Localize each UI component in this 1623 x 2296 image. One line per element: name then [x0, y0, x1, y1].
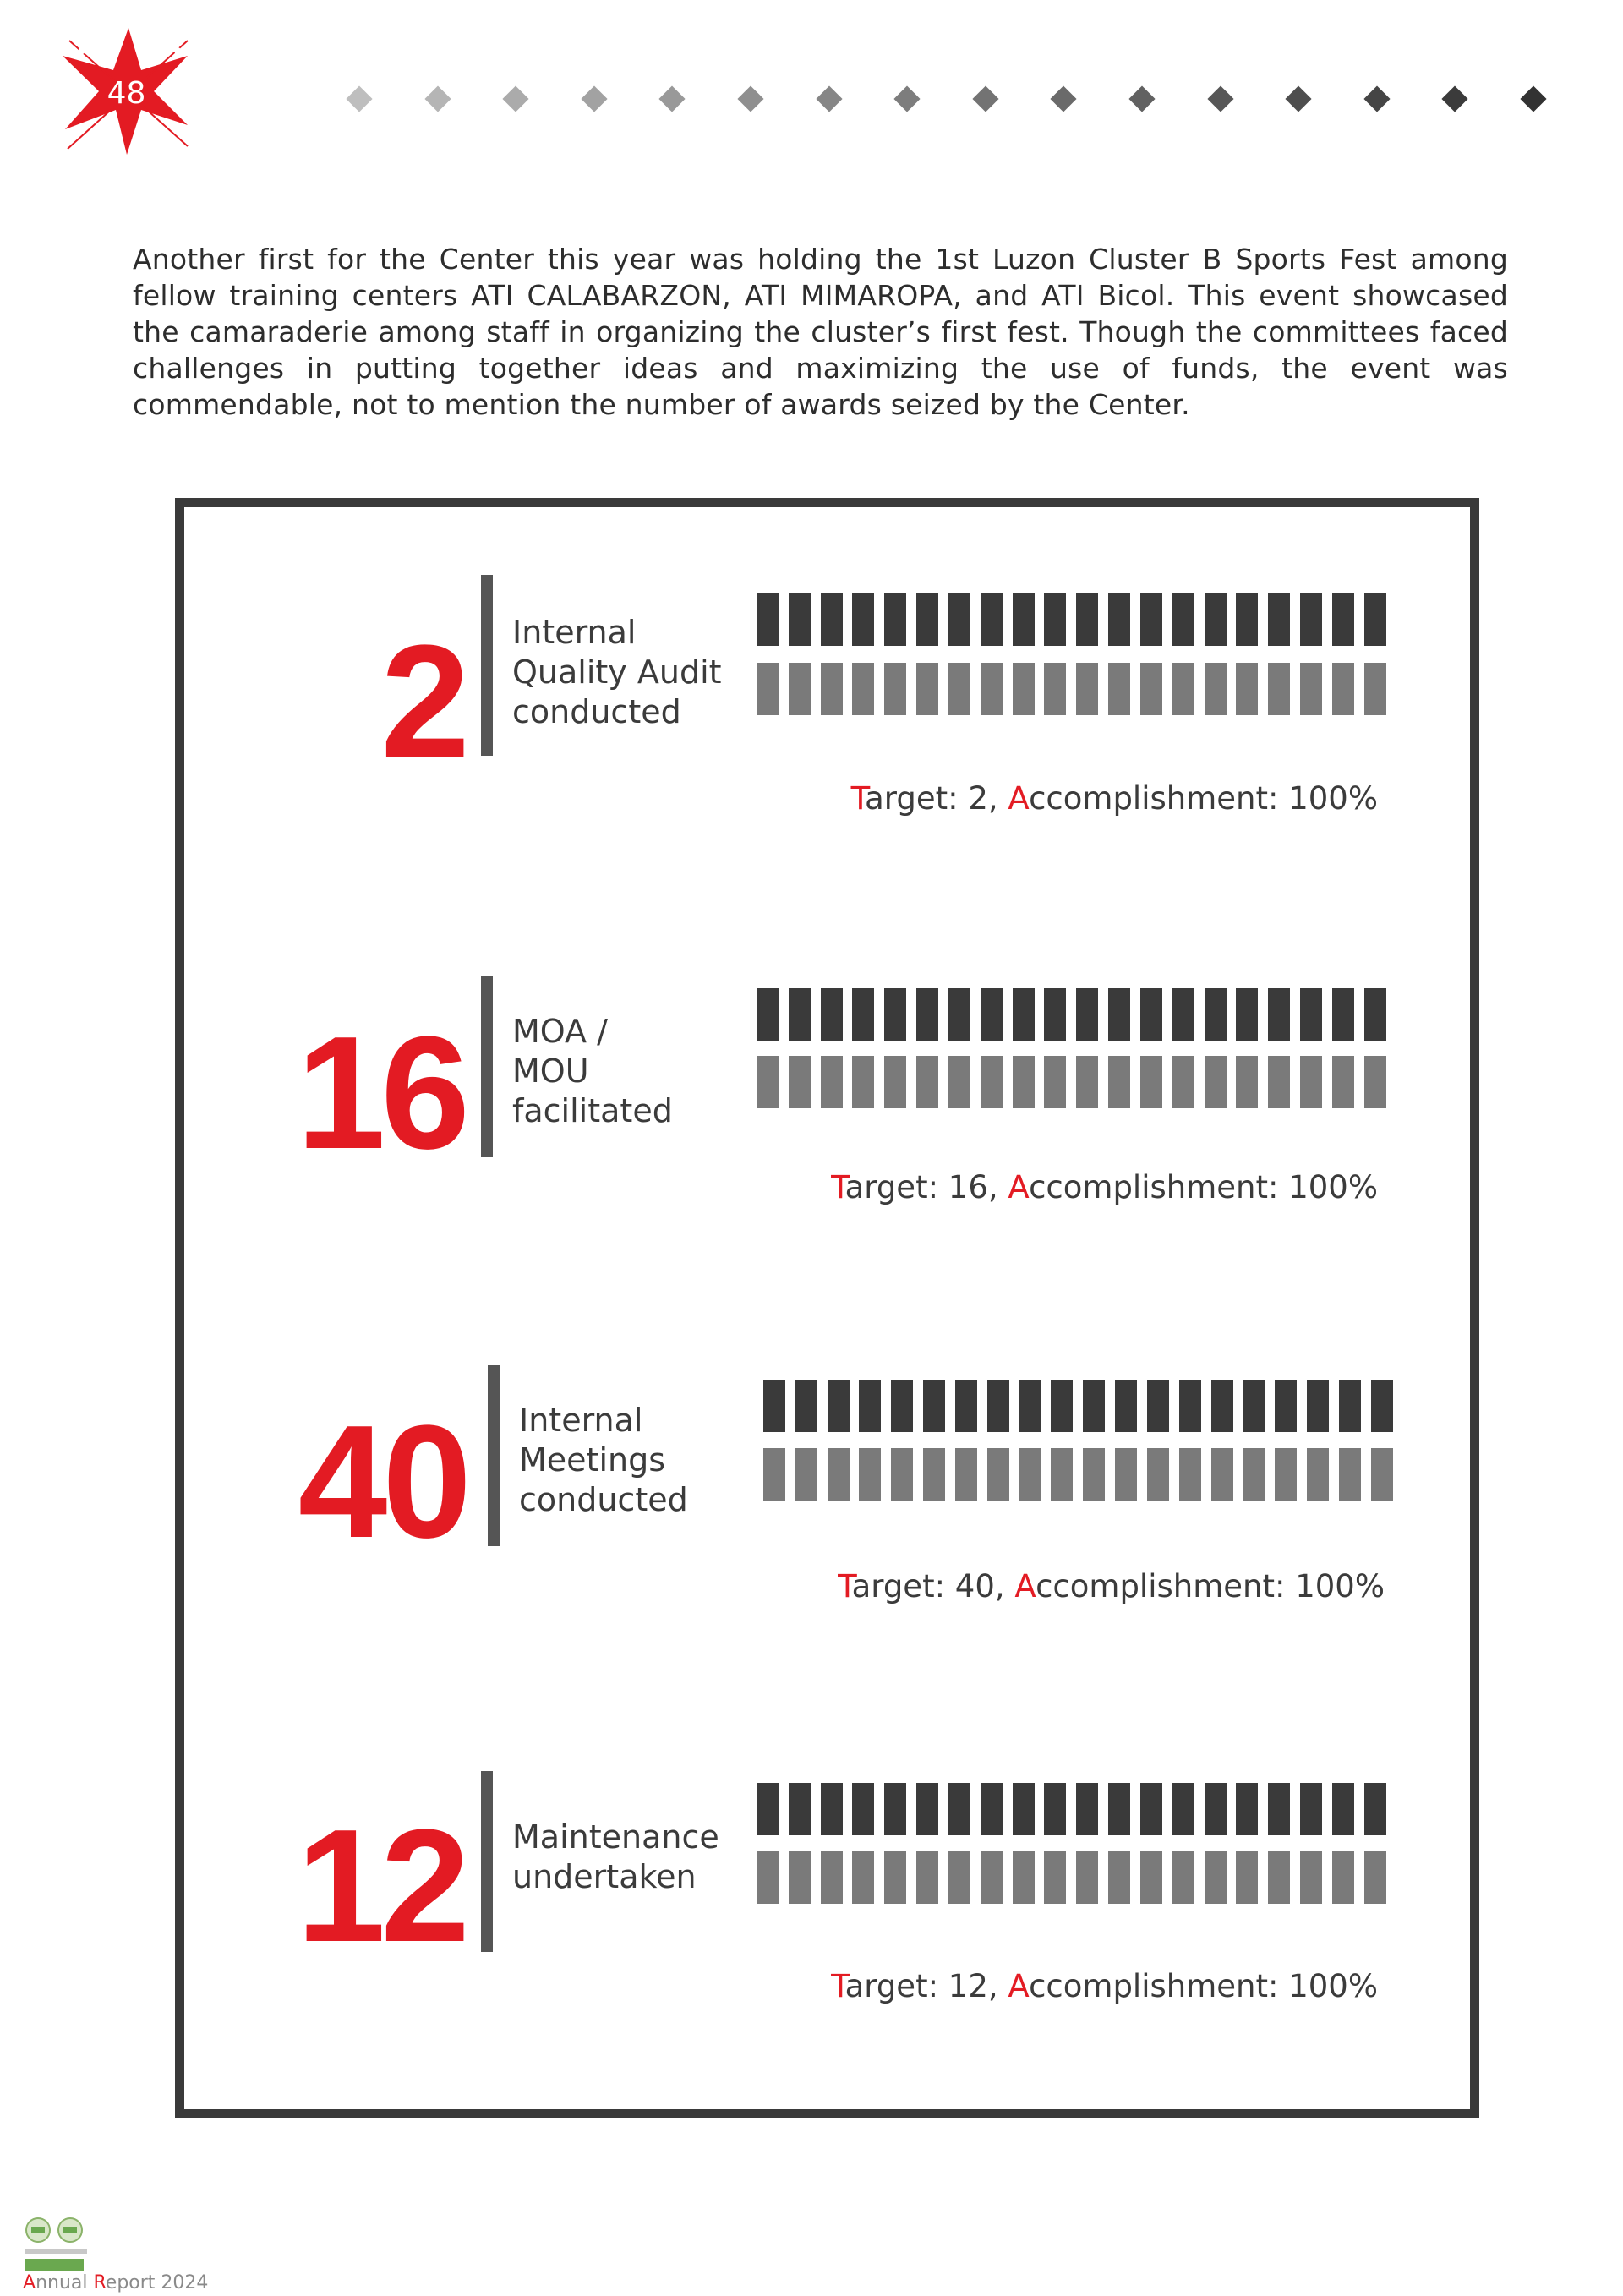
target-bar	[852, 988, 874, 1041]
accomplishment-bar	[852, 1056, 874, 1108]
target-bar	[1108, 988, 1130, 1041]
target-bar	[1076, 593, 1098, 646]
accomplishment-bar	[789, 663, 811, 715]
accomplishment-bar	[1044, 663, 1066, 715]
target-bar	[891, 1380, 913, 1432]
target-bar	[916, 1783, 938, 1835]
accomplishment-bar	[884, 663, 906, 715]
target-bar	[828, 1380, 850, 1432]
accomplishment-bar	[1051, 1448, 1073, 1501]
accomplishment-bar	[1364, 663, 1386, 715]
target-bar	[948, 1783, 970, 1835]
accomplishment-bar	[1172, 663, 1194, 715]
accomplishment-bar	[1140, 1056, 1162, 1108]
accomplishment-bar	[916, 1056, 938, 1108]
accomplishment-bar	[1364, 1851, 1386, 1904]
target-bar	[1140, 988, 1162, 1041]
target-bar	[981, 988, 1003, 1041]
target-bar	[981, 593, 1003, 646]
accomplishment-bar	[1115, 1448, 1137, 1501]
accomplishment-bar	[1044, 1056, 1066, 1108]
accomplishment-bar-row	[757, 1056, 1386, 1108]
accomplishment-bar	[763, 1448, 785, 1501]
accomplishment-bar	[916, 663, 938, 715]
page-number: 48	[107, 76, 146, 111]
target-bar	[763, 1380, 785, 1432]
diamond-icon	[1128, 85, 1155, 112]
accomplishment-bar	[821, 1056, 843, 1108]
diamond-icon	[972, 85, 998, 112]
accomplishment-bar	[852, 663, 874, 715]
accomplishment-bar	[891, 1448, 913, 1501]
metric-label: Maintenance undertaken	[512, 1818, 719, 1895]
target-bar	[821, 593, 843, 646]
target-bar	[1211, 1380, 1233, 1432]
diamond-icon	[1442, 85, 1468, 112]
diamond-icon	[1520, 85, 1546, 112]
accomplishment-bar	[1172, 1056, 1194, 1108]
target-bar	[1115, 1380, 1137, 1432]
diamond-icon	[894, 85, 921, 112]
target-bar	[789, 593, 811, 646]
accomplishment-bar	[1300, 1056, 1322, 1108]
accomplishment-bar	[1179, 1448, 1201, 1501]
metric-label: Internal Quality Audit conducted	[512, 614, 722, 730]
accomplishment-bar	[1108, 663, 1130, 715]
accomplishment-bar	[981, 1851, 1003, 1904]
accomplishment-bar	[1076, 1851, 1098, 1904]
target-bar	[1076, 1783, 1098, 1835]
target-bar	[1044, 1783, 1066, 1835]
target-bar	[1205, 988, 1227, 1041]
accomplishment-bar	[1083, 1448, 1105, 1501]
target-bar-row	[757, 1783, 1386, 1835]
accomplishment-bar	[1364, 1056, 1386, 1108]
accomplishment-bar	[1243, 1448, 1265, 1501]
target-bar	[884, 1783, 906, 1835]
accomplishment-bar	[1211, 1448, 1233, 1501]
accomplishment-bar	[1268, 1056, 1290, 1108]
target-bar	[1083, 1380, 1105, 1432]
target-bar	[1051, 1380, 1073, 1432]
accomplishment-bar	[789, 1851, 811, 1904]
diamond-icon	[503, 85, 529, 112]
accomplishment-bar	[1140, 1851, 1162, 1904]
target-bar	[1172, 988, 1194, 1041]
target-bar	[884, 593, 906, 646]
target-bar	[757, 593, 779, 646]
metric-internal-quality-audit	[0, 575, 1623, 854]
accomplishment-bar	[1371, 1448, 1393, 1501]
accomplishment-bar	[981, 1056, 1003, 1108]
target-bar-row	[757, 988, 1386, 1041]
metric-label: Internal Meetings conducted	[519, 1402, 688, 1518]
accomplishment-bar-row	[757, 663, 1386, 715]
target-bar	[795, 1380, 817, 1432]
metric-divider-rule	[481, 1771, 493, 1952]
metric-value: 16	[296, 1003, 465, 1183]
ati-itcph-logo	[23, 2215, 89, 2274]
target-bar	[852, 1783, 874, 1835]
accomplishment-bar	[1236, 1056, 1258, 1108]
diamond-divider	[0, 0, 1623, 186]
target-bar	[916, 988, 938, 1041]
target-bar	[1013, 1783, 1035, 1835]
target-accomplishment-text: Target: 12, Accomplishment: 100%	[831, 1968, 1378, 2004]
metric-bars	[763, 1380, 1393, 1498]
target-bar	[1332, 593, 1354, 646]
diamond-icon	[581, 85, 607, 112]
accomplishment-bar	[789, 1056, 811, 1108]
target-bar	[859, 1380, 881, 1432]
target-bar	[789, 1783, 811, 1835]
target-bar	[1268, 1783, 1290, 1835]
accomplishment-bar	[757, 1056, 779, 1108]
metric-label: MOA / MOU facilitated	[512, 1013, 673, 1129]
target-accomplishment-text: Target: 2, Accomplishment: 100%	[850, 780, 1378, 817]
accomplishment-bar	[1275, 1448, 1297, 1501]
accomplishment-bar	[1300, 1851, 1322, 1904]
accomplishment-bar	[1205, 663, 1227, 715]
metric-value: 40	[298, 1392, 467, 1572]
target-bar	[821, 988, 843, 1041]
accomplishment-bar	[795, 1448, 817, 1501]
accomplishment-bar	[1339, 1448, 1361, 1501]
target-bar	[1268, 988, 1290, 1041]
target-bar	[884, 988, 906, 1041]
intro-paragraph: Another first for the Center this year was holding the 1st Luzon Cluster B Sports Fest among fellow training centers ATI CALABARZON, ATI MIMAROPA, and ATI Bicol. This event showcased the camaraderie among staff in organizing the cluster’s first fest. Though the committees faced challenges in putting together ideas and maximizing the use of funds, the event was commendable, not to mention the number of awards seized by the Center.	[133, 243, 1508, 421]
diamond-icon	[1286, 85, 1312, 112]
target-bar	[852, 593, 874, 646]
metric-divider-rule	[481, 575, 493, 756]
accomplishment-bar	[1332, 663, 1354, 715]
target-bar	[1205, 593, 1227, 646]
target-bar	[1300, 593, 1322, 646]
target-bar	[1364, 988, 1386, 1041]
accomplishment-bar	[757, 663, 779, 715]
accomplishment-bar	[852, 1851, 874, 1904]
target-bar	[1364, 1783, 1386, 1835]
target-bar	[1172, 593, 1194, 646]
target-bar	[1140, 593, 1162, 646]
target-bar	[1268, 593, 1290, 646]
diamond-icon	[424, 85, 451, 112]
accomplishment-bar	[1268, 1851, 1290, 1904]
accomplishment-bar	[828, 1448, 850, 1501]
accomplishment-bar	[1332, 1056, 1354, 1108]
accomplishment-bar	[884, 1056, 906, 1108]
metric-internal-meetings	[0, 1365, 1623, 1644]
target-bar	[1300, 1783, 1322, 1835]
metric-moa-mou	[0, 976, 1623, 1255]
footer-annual-report: Annual Report 2024	[23, 2272, 209, 2293]
accomplishment-bar	[1044, 1851, 1066, 1904]
target-bar	[1044, 988, 1066, 1041]
target-bar	[1179, 1380, 1201, 1432]
target-bar	[1371, 1380, 1393, 1432]
target-bar	[1300, 988, 1322, 1041]
target-bar-row	[763, 1380, 1393, 1432]
accomplishment-bar	[987, 1448, 1009, 1501]
accomplishment-bar	[1205, 1851, 1227, 1904]
diamond-icon	[659, 85, 686, 112]
diamond-icon	[737, 85, 763, 112]
accomplishment-bar	[1076, 663, 1098, 715]
target-bar	[1140, 1783, 1162, 1835]
target-bar	[981, 1783, 1003, 1835]
target-bar	[821, 1783, 843, 1835]
accomplishment-bar	[821, 1851, 843, 1904]
accomplishment-bar	[1236, 663, 1258, 715]
accomplishment-bar	[1140, 663, 1162, 715]
metric-divider-rule	[488, 1365, 500, 1546]
target-bar	[916, 593, 938, 646]
diamond-icon	[1051, 85, 1077, 112]
accomplishment-bar	[1108, 1851, 1130, 1904]
accomplishment-bar	[1236, 1851, 1258, 1904]
accomplishment-bar	[1300, 663, 1322, 715]
metric-bars	[757, 1783, 1386, 1901]
target-bar	[1172, 1783, 1194, 1835]
accomplishment-bar	[916, 1851, 938, 1904]
target-bar	[1019, 1380, 1041, 1432]
accomplishment-bar	[1307, 1448, 1329, 1501]
accomplishment-bar	[884, 1851, 906, 1904]
target-bar	[1108, 593, 1130, 646]
metric-value: 2	[380, 612, 465, 791]
target-bar	[1013, 988, 1035, 1041]
accomplishment-bar	[757, 1851, 779, 1904]
metric-bars	[757, 988, 1386, 1107]
metric-bars	[757, 593, 1386, 712]
accomplishment-bar	[1076, 1056, 1098, 1108]
accomplishment-bar	[923, 1448, 945, 1501]
accomplishment-bar	[859, 1448, 881, 1501]
target-bar	[1236, 593, 1258, 646]
accomplishment-bar	[1268, 663, 1290, 715]
target-bar	[1147, 1380, 1169, 1432]
target-bar	[1332, 1783, 1354, 1835]
target-bar	[1275, 1380, 1297, 1432]
target-bar	[1339, 1380, 1361, 1432]
target-bar	[1076, 988, 1098, 1041]
target-bar	[789, 988, 811, 1041]
target-bar	[757, 988, 779, 1041]
accomplishment-bar-row	[757, 1851, 1386, 1904]
accomplishment-bar	[1019, 1448, 1041, 1501]
accomplishment-bar	[1013, 1851, 1035, 1904]
accomplishment-bar	[1108, 1056, 1130, 1108]
target-bar	[955, 1380, 977, 1432]
target-bar	[948, 988, 970, 1041]
target-bar	[987, 1380, 1009, 1432]
metric-value: 12	[296, 1796, 465, 1976]
target-bar	[1013, 593, 1035, 646]
accomplishment-bar	[948, 663, 970, 715]
accomplishment-bar-row	[763, 1448, 1393, 1501]
accomplishment-bar	[1172, 1851, 1194, 1904]
diamond-icon	[816, 85, 842, 112]
target-bar	[1243, 1380, 1265, 1432]
accomplishment-bar	[1013, 1056, 1035, 1108]
target-bar	[1205, 1783, 1227, 1835]
target-bar	[1307, 1380, 1329, 1432]
accomplishment-bar	[948, 1056, 970, 1108]
target-bar	[1236, 1783, 1258, 1835]
target-bar-row	[757, 593, 1386, 646]
target-accomplishment-text: Target: 40, Accomplishment: 100%	[838, 1568, 1385, 1604]
metric-maintenance	[0, 1771, 1623, 2050]
accomplishment-bar	[955, 1448, 977, 1501]
diamond-icon	[346, 85, 372, 112]
target-bar	[1044, 593, 1066, 646]
metric-divider-rule	[481, 976, 493, 1157]
target-bar	[1364, 593, 1386, 646]
accomplishment-bar	[1013, 663, 1035, 715]
target-bar	[1236, 988, 1258, 1041]
target-bar	[1108, 1783, 1130, 1835]
target-bar	[757, 1783, 779, 1835]
accomplishment-bar	[948, 1851, 970, 1904]
accomplishment-bar	[1332, 1851, 1354, 1904]
accomplishment-bar	[1147, 1448, 1169, 1501]
diamond-icon	[1207, 85, 1233, 112]
diamond-icon	[1363, 85, 1390, 112]
target-accomplishment-text: Target: 16, Accomplishment: 100%	[831, 1169, 1378, 1205]
accomplishment-bar	[1205, 1056, 1227, 1108]
target-bar	[923, 1380, 945, 1432]
target-bar	[948, 593, 970, 646]
accomplishment-bar	[981, 663, 1003, 715]
target-bar	[1332, 988, 1354, 1041]
accomplishment-bar	[821, 663, 843, 715]
